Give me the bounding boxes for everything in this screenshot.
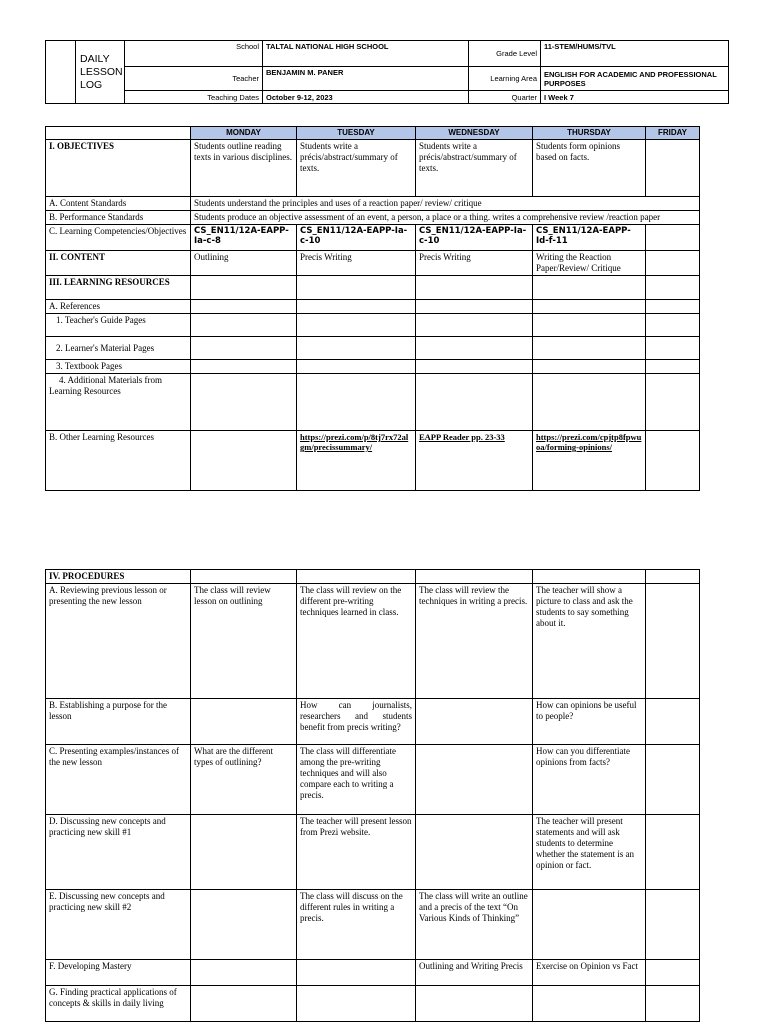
teacher-label: Teacher — [125, 67, 263, 91]
procedure-d-friday — [646, 815, 700, 890]
learning-area-value: ENGLISH FOR ACADEMIC AND PROFESSIONAL PURPOSES — [541, 67, 729, 91]
day-header-monday: MONDAY — [191, 127, 297, 140]
references-cell — [416, 300, 533, 314]
day-header-thursday: THURSDAY — [533, 127, 646, 140]
procedure-e-thursday — [533, 890, 646, 960]
daily-lesson-log-title — [76, 41, 125, 104]
teachers-guide-label: 1. Teacher's Guide Pages — [46, 314, 191, 337]
procedure-d-thursday: The teacher will present statements and will ask students to determine whether the statement is an opinion or fact. — [533, 815, 646, 890]
additional-materials-cell — [416, 374, 533, 431]
learners-material-cell — [297, 337, 416, 360]
procedure-b-label: B. Establishing a purpose for the lesson — [46, 699, 191, 745]
procedure-a-tuesday: The class will review on the different pre-writing techniques learned in class. — [297, 584, 416, 699]
references-cell — [646, 300, 700, 314]
procedure-a-friday — [646, 584, 700, 699]
day-header-blank — [46, 127, 191, 140]
procedure-e-label: E. Discussing new concepts and practicing new skill #2 — [46, 890, 191, 960]
procedure-f-label: F. Developing Mastery — [46, 960, 191, 986]
competencies-label: C. Learning Competencies/Objectives — [46, 225, 191, 251]
additional-materials-label: 4. Additional Materials from Learning Resources — [46, 374, 191, 431]
procedures-table — [45, 569, 700, 1022]
other-resources-label: B. Other Learning Resources — [46, 431, 191, 491]
content-monday: Outlining — [191, 251, 297, 276]
procedure-g-tuesday — [297, 986, 416, 1022]
prezi-opinions-link[interactable]: https://prezi.com/cpjtp8fpwuoa/forming-opinions/ — [533, 431, 646, 491]
learning-resources-label: III. LEARNING RESOURCES — [46, 276, 191, 300]
teacher-value: BENJAMIN M. PANER — [263, 67, 469, 91]
content-standards-label: A. Content Standards — [46, 197, 191, 211]
quarter-label: Quarter — [469, 91, 541, 104]
procedures-head-cell — [533, 570, 646, 584]
resources-cell — [297, 276, 416, 300]
procedure-c-thursday: How can you differentiate opinions from facts? — [533, 745, 646, 815]
procedure-a-monday: The class will review lesson on outlining — [191, 584, 297, 699]
teachers-guide-cell — [533, 314, 646, 337]
quarter-value: I Week 7 — [541, 91, 729, 104]
content-tuesday: Precis Writing — [297, 251, 416, 276]
teaching-dates-value: October 9-12, 2023 — [263, 91, 469, 104]
textbook-cell — [646, 360, 700, 374]
learners-material-cell — [191, 337, 297, 360]
procedures-head-cell — [297, 570, 416, 584]
learners-material-cell — [646, 337, 700, 360]
teachers-guide-cell — [646, 314, 700, 337]
objective-tuesday: Students write a précis/abstract/summary of texts. — [297, 140, 416, 197]
objectives-label: I. OBJECTIVES — [46, 140, 191, 197]
procedures-head-cell — [191, 570, 297, 584]
day-header-friday: FRIDAY — [646, 127, 700, 140]
textbook-cell — [533, 360, 646, 374]
title-line-3: LOG — [80, 78, 103, 91]
competency-monday: CS_EN11/12A-EAPP-Ia-c-8 — [191, 225, 297, 251]
procedure-d-monday — [191, 815, 297, 890]
objective-friday — [646, 140, 700, 197]
additional-materials-cell — [191, 374, 297, 431]
content-thursday: Writing the Reaction Paper/Review/ Critique — [533, 251, 646, 276]
textbook-cell — [191, 360, 297, 374]
prezi-precis-link[interactable]: https://prezi.com/p/8tj7rx72algm/precissummary/ — [297, 431, 416, 491]
learners-material-label: 2. Learner's Material Pages — [46, 337, 191, 360]
competency-tuesday: CS_EN11/12A-EAPP-Ia-c-10 — [297, 225, 416, 251]
textbook-cell — [297, 360, 416, 374]
additional-materials-cell — [297, 374, 416, 431]
procedure-d-tuesday: The teacher will present lesson from Prezi website. — [297, 815, 416, 890]
objective-wednesday: Students write a précis/abstract/summary of texts. — [416, 140, 533, 197]
other-resources-friday — [646, 431, 700, 491]
resources-cell — [191, 276, 297, 300]
content-label: II. CONTENT — [46, 251, 191, 276]
procedure-b-tuesday: How can journalists, researchers and students benefit from precis writing? — [297, 699, 416, 745]
grade-value: 11-STEM/HUMS/TVL — [541, 41, 729, 67]
references-cell — [533, 300, 646, 314]
procedure-a-thursday: The teacher will show a picture to class and ask the students to say something about it. — [533, 584, 646, 699]
references-cell — [191, 300, 297, 314]
teachers-guide-cell — [191, 314, 297, 337]
procedure-b-monday — [191, 699, 297, 745]
procedure-e-monday — [191, 890, 297, 960]
competency-wednesday: CS_EN11/12A-EAPP-Ia-c-10 — [416, 225, 533, 251]
procedure-c-label: C. Presenting examples/instances of the new lesson — [46, 745, 191, 815]
procedure-b-thursday: How can opinions be useful to people? — [533, 699, 646, 745]
references-label: A. References — [46, 300, 191, 314]
procedure-f-tuesday — [297, 960, 416, 986]
teachers-guide-cell — [297, 314, 416, 337]
resources-cell — [646, 276, 700, 300]
procedure-g-friday — [646, 986, 700, 1022]
procedure-c-monday: What are the different types of outlining? — [191, 745, 297, 815]
procedure-f-wednesday: Outlining and Writing Precis — [416, 960, 533, 986]
additional-materials-cell — [533, 374, 646, 431]
procedure-g-monday — [191, 986, 297, 1022]
procedure-e-wednesday: The class will write an outline and a precis of the text “On Various Kinds of Thinking” — [416, 890, 533, 960]
performance-standards-label: B. Performance Standards — [46, 211, 191, 225]
procedure-d-wednesday — [416, 815, 533, 890]
content-friday — [646, 251, 700, 276]
procedure-g-label: G. Finding practical applications of concepts & skills in daily living — [46, 986, 191, 1022]
school-value: TALTAL NATIONAL HIGH SCHOOL — [263, 41, 469, 67]
content-wednesday: Precis Writing — [416, 251, 533, 276]
objective-monday: Students outline reading texts in various disciplines. — [191, 140, 297, 197]
procedure-g-wednesday — [416, 986, 533, 1022]
learners-material-cell — [533, 337, 646, 360]
teachers-guide-cell — [416, 314, 533, 337]
title-line-1: DAILY — [80, 52, 110, 65]
procedure-d-label: D. Discussing new concepts and practicing new skill #1 — [46, 815, 191, 890]
learners-material-cell — [416, 337, 533, 360]
procedure-f-monday — [191, 960, 297, 986]
eapp-reader-reference: EAPP Reader pp. 23-33 — [416, 431, 533, 491]
procedure-f-thursday: Exercise on Opinion vs Fact — [533, 960, 646, 986]
procedure-a-label: A. Reviewing previous lesson or presenting the new lesson — [46, 584, 191, 699]
procedure-b-wednesday — [416, 699, 533, 745]
procedure-c-friday — [646, 745, 700, 815]
procedure-b-friday — [646, 699, 700, 745]
procedure-e-friday — [646, 890, 700, 960]
header-blank-cell — [46, 41, 76, 104]
objective-thursday: Students form opinions based on facts. — [533, 140, 646, 197]
references-cell — [297, 300, 416, 314]
procedure-a-wednesday: The class will review the techniques in writing a precis. — [416, 584, 533, 699]
competency-friday — [646, 225, 700, 251]
school-label: School — [125, 41, 263, 67]
textbook-pages-label: 3. Textbook Pages — [46, 360, 191, 374]
resources-cell — [416, 276, 533, 300]
learning-area-label: Learning Area — [469, 67, 541, 91]
other-resources-monday — [191, 431, 297, 491]
title-line-2: LESSON — [80, 65, 123, 78]
performance-standards-text: Students produce an objective assessment of an event, a person, a place or a thing. writes a comprehensive review /reaction paper — [191, 211, 700, 225]
additional-materials-cell — [646, 374, 700, 431]
day-header-wednesday: WEDNESDAY — [416, 127, 533, 140]
procedure-c-wednesday — [416, 745, 533, 815]
procedure-c-tuesday: The class will differentiate among the pre-writing techniques and will also compare each to writing a precis. — [297, 745, 416, 815]
lesson-log-header — [45, 40, 729, 104]
procedures-head-cell — [416, 570, 533, 584]
teaching-dates-label: Teaching Dates — [125, 91, 263, 104]
resources-cell — [533, 276, 646, 300]
procedures-label: IV. PROCEDURES — [46, 570, 191, 584]
grade-label: Grade Level — [469, 41, 541, 67]
procedure-g-thursday — [533, 986, 646, 1022]
procedure-e-tuesday: The class will discuss on the different rules in writing a precis. — [297, 890, 416, 960]
day-header-tuesday: TUESDAY — [297, 127, 416, 140]
content-standards-text: Students understand the principles and uses of a reaction paper/ review/ critique — [191, 197, 700, 211]
competency-thursday: CS_EN11/12A-EAPP-Id-f-11 — [533, 225, 646, 251]
objectives-resources-table — [45, 126, 700, 491]
procedure-f-friday — [646, 960, 700, 986]
procedures-head-cell — [646, 570, 700, 584]
textbook-cell — [416, 360, 533, 374]
